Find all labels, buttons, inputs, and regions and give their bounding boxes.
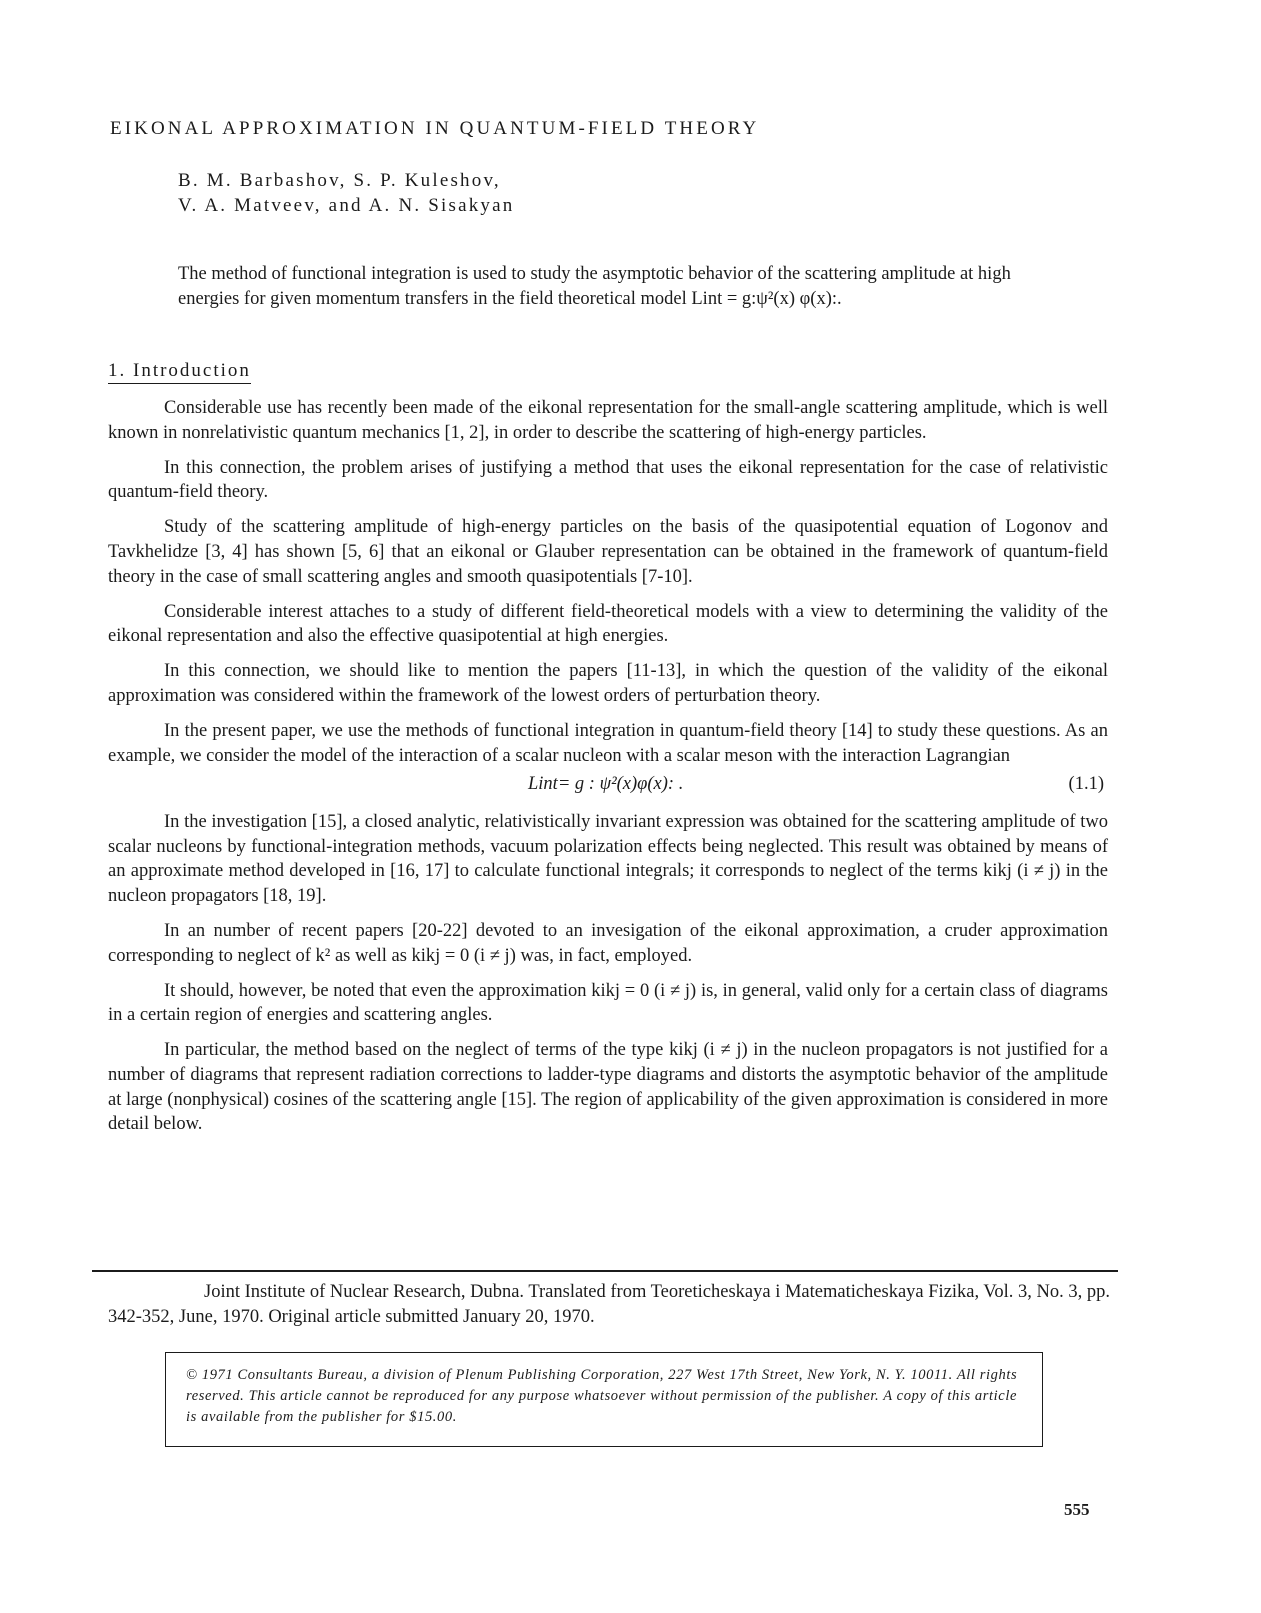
paragraph: Study of the scattering amplitude of high-energy particles on the basis of the quasipotential equation of Logonov and Tavkhelidze [3, 4] has shown [5, 6] that an eikonal or Glauber representation can be obtained in the framework of quantum-field theory in the case of small scattering angles and smooth quasipotentials [7-10]. [108,517,1108,587]
paragraph: In particular, the method based on the neglect of terms of the type kikj (i ≠ j) in the nucleon propagators is not justified for a number of diagrams that represent radiation corrections to ladder-type diagrams and distorts the asymptotic behavior of the amplitude at large (nonphysical) cosines of the scattering angle [15]. The region of applicability of the given approximation is considered in more detail below. [108,1040,1108,1135]
copyright-box [165,1352,1043,1447]
paragraph: In an number of recent papers [20-22] devoted to an invesigation of the eikonal approximation, a cruder approximation corresponding to neglect of k² as well as kikj = 0 (i ≠ j) was, in fact, employed. [108,921,1108,966]
section-heading-introduction: 1. Introduction [108,360,251,384]
equation-expression: Lint= g : ψ²(x)φ(x): . [528,774,684,795]
abstract: The method of functional integration is used to study the asymptotic behavior of the scattering amplitude at high energies for given momentum transfers in the field theoretical model Lint = g:ψ²(x) φ(x):. [178,264,1011,309]
paragraph: In the investigation [15], a closed analytic, relativistically invariant expression was obtained for the scattering amplitude of two scalar nucleons by functional-integration methods, vacuum polarization effects being neglected. This result was obtained by means of an approximate method developed in [16, 17] to calculate functional integrals; it corresponds to neglect of the terms kikj (i ≠ j) in the nucleon propagators [18, 19]. [108,812,1108,906]
equation-number: (1.1) [1068,774,1104,795]
paper-title: EIKONAL APPROXIMATION IN QUANTUM-FIELD THEORY [110,118,760,139]
body-text [108,396,1108,1147]
paragraph: Considerable use has recently been made of the eikonal representation for the small-angle scattering amplitude, which is well known in nonrelativistic quantum mechanics [1, 2], in order to describe the scattering of high-energy particles. [108,398,1108,443]
copyright-notice: © 1971 Consultants Bureau, a division of Plenum Publishing Corporation, 227 West 17th Street, New York, N. Y. 10011. All rights reserved. This article cannot be reproduced for any purpose whatsoever without permission of the publisher. A copy of this article is available from the publisher for $15.00. [186,1367,1018,1425]
affiliation-footnote: Joint Institute of Nuclear Research, Dubna. Translated from Teoreticheskaya i Matematicheskaya Fizika, Vol. 3, No. 3, pp. 342-352, June, 1970. Original article submitted January 20, 1970. [108,1282,1111,1327]
footnote-divider [92,1270,1118,1272]
author-list [178,168,514,218]
paragraph: It should, however, be noted that even the approximation kikj = 0 (i ≠ j) is, in general, valid only for a certain class of diagrams in a certain region of energies and scattering angles. [108,980,1108,1026]
paragraph: In the present paper, we use the methods of functional integration in quantum-field theory [14] to study these questions. As an example, we consider the model of the interaction of a scalar nucleon with a scalar meson with the interaction Lagrangian [108,721,1108,766]
equation-1-1 [108,772,1108,802]
paragraph: Considerable interest attaches to a study of different field-theoretical models with a view to determining the validity of the eikonal representation and also the effective quasipotential at high energies. [108,601,1108,647]
author-line-2: V. A. Matveev, and A. N. Sisakyan [178,195,515,216]
paragraph: In this connection, the problem arises of justifying a method that uses the eikonal representation for the case of relativistic quantum-field theory. [108,457,1108,503]
paragraph: In this connection, we should like to mention the papers [11-13], in which the question of the validity of the eikonal approximation was considered within the framework of the lowest orders of perturbation theory. [108,661,1108,706]
page-number: 555 [1064,1500,1090,1519]
author-line-1: B. M. Barbashov, S. P. Kuleshov, [178,170,501,191]
